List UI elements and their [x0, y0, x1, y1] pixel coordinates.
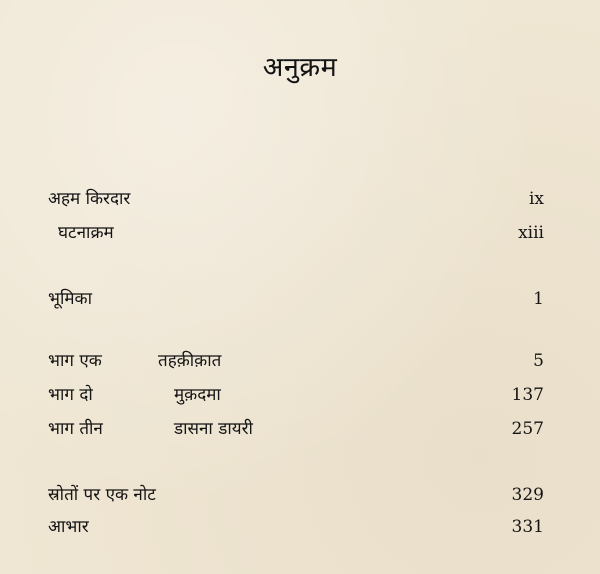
page-title: अनुक्रम	[262, 52, 338, 83]
toc-entry-acknowledgements	[48, 514, 544, 540]
toc-entry-chronology	[48, 220, 544, 246]
toc-entry-page: 329	[511, 485, 544, 505]
toc-entry-page: xiii	[518, 223, 544, 243]
toc-entry-label: आभार	[48, 517, 89, 537]
toc-entry-label: घटनाक्रम	[58, 223, 114, 243]
toc-entry-introduction	[48, 286, 544, 312]
toc-entry-page: 1	[533, 289, 544, 309]
toc-entry-label: स्रोतों पर एक नोट	[48, 485, 156, 505]
toc-entry-sources-note	[48, 482, 544, 508]
toc-entry-part-three	[48, 416, 544, 442]
toc-entry-cast	[48, 186, 544, 212]
toc-entry-part-two	[48, 382, 544, 408]
toc-entry-label: भाग दो	[48, 385, 93, 405]
toc-entry-label: भाग एक	[48, 351, 102, 371]
toc-entry-page: 5	[533, 351, 544, 371]
toc-entry-page: 257	[511, 419, 544, 439]
toc-entry-page: ix	[528, 189, 544, 209]
toc-entry-label: भाग तीन	[48, 419, 103, 439]
toc-entry-label: भूमिका	[48, 289, 92, 309]
toc-entry-page: 137	[511, 385, 544, 405]
toc-entry-subtitle: मुक़दमा	[174, 385, 221, 405]
toc-entry-part-one	[48, 348, 544, 374]
toc-entry-subtitle: तहक़ीक़ात	[158, 351, 222, 371]
toc-entry-page: 331	[511, 517, 544, 537]
table-of-contents	[48, 0, 544, 574]
toc-entry-subtitle: डासना डायरी	[174, 419, 253, 439]
toc-entry-label: अहम किरदार	[48, 189, 131, 209]
